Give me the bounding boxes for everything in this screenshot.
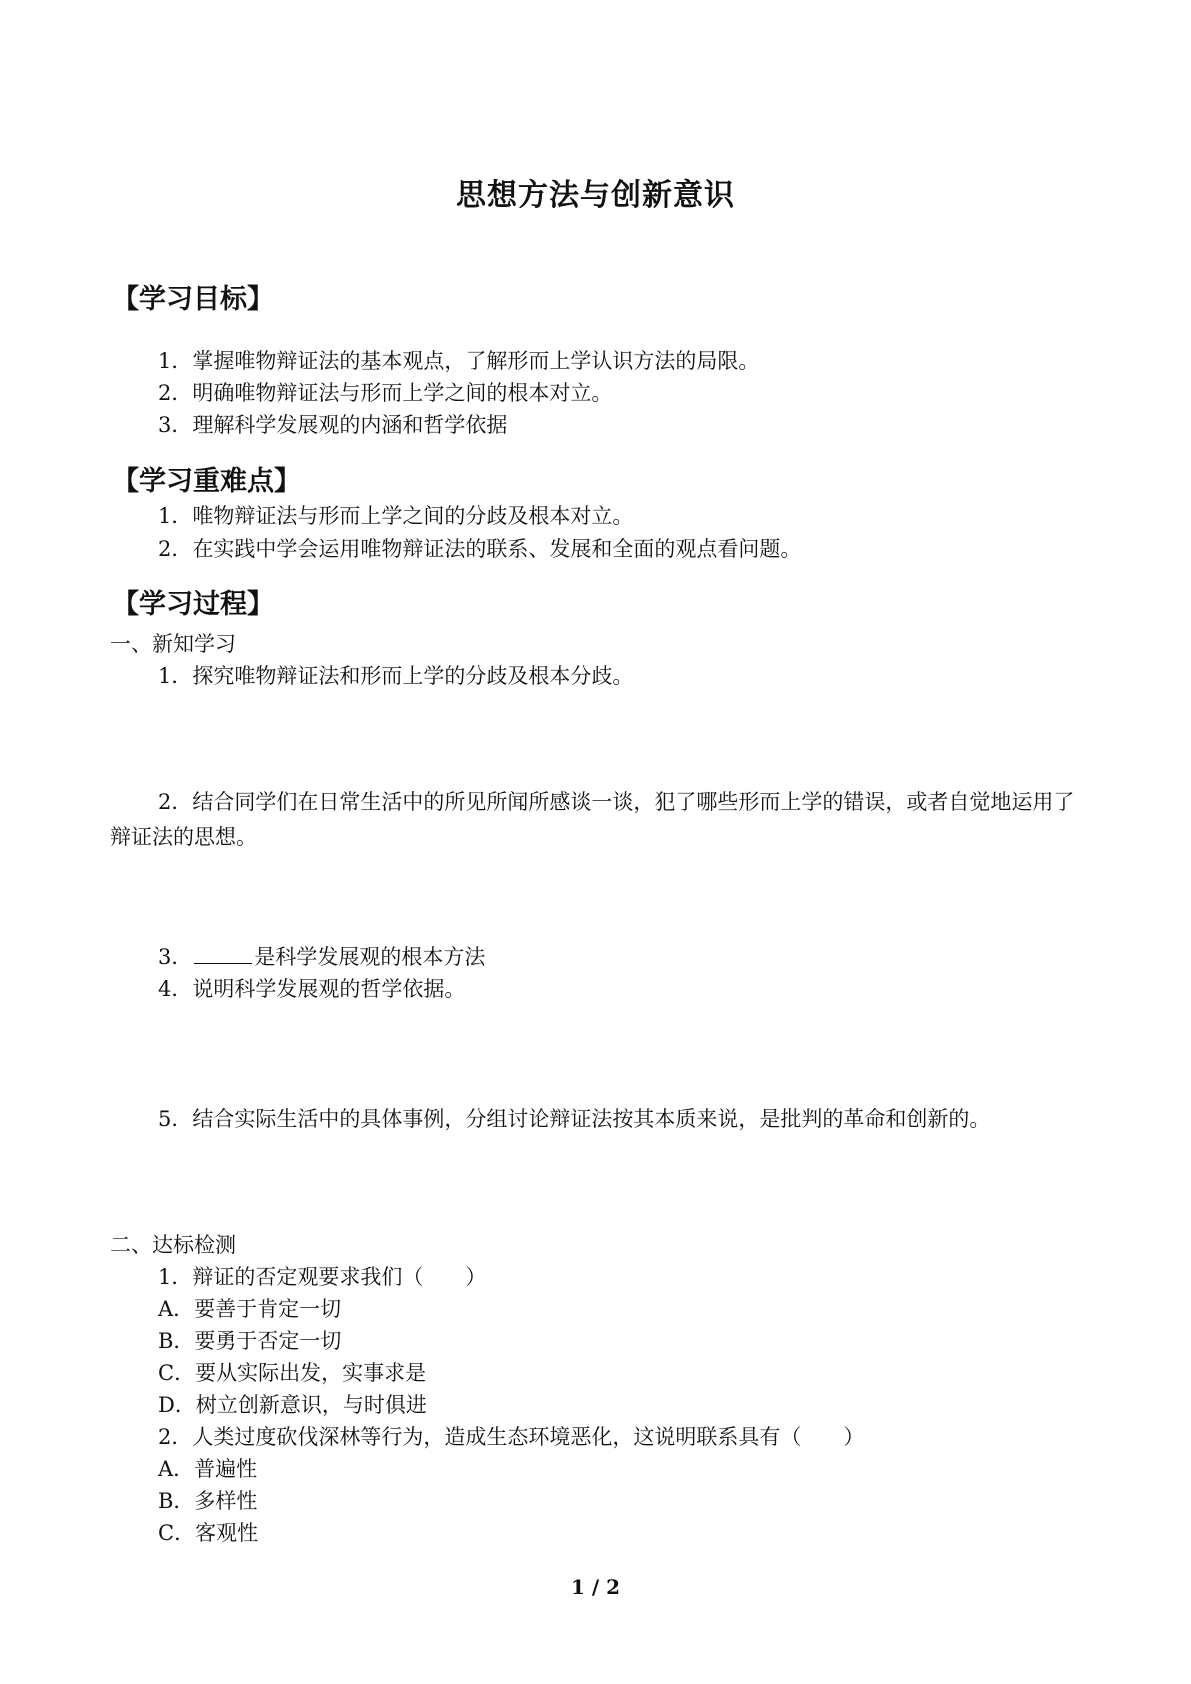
test-question: 2．人类过度砍伐深林等行为，造成生态环境恶化，这说明联系具有（ ） (158, 1425, 865, 1449)
option-item: B．要勇于否定一切 (158, 1329, 342, 1353)
key-points-heading: 【学习重难点】 (112, 466, 301, 497)
process-heading: 【学习过程】 (112, 589, 274, 620)
part1-label: 一、新知学习 (110, 632, 236, 656)
objective-item: 1．掌握唯物辩证法的基本观点，了解形而上学认识方法的局限。 (158, 349, 760, 373)
question-number: 3． (158, 945, 193, 969)
option-item: C．客观性 (158, 1521, 259, 1545)
test-question: 1．辩证的否定观要求我们（ ） (158, 1265, 487, 1289)
key-point-item: 2．在实践中学会运用唯物辩证法的联系、发展和全面的观点看问题。 (158, 537, 802, 561)
question-text: 是科学发展观的根本方法 (254, 945, 486, 969)
objectives-heading: 【学习目标】 (112, 284, 274, 315)
key-point-item: 1．唯物辩证法与形而上学之间的分歧及根本对立。 (158, 504, 634, 528)
option-item: D．树立创新意识，与时俱进 (158, 1393, 427, 1417)
option-item: A．要善于肯定一切 (158, 1297, 342, 1321)
question-item: 1．探究唯物辩证法和形而上学的分歧及根本分歧。 (158, 664, 634, 688)
page-number: 1 / 2 (570, 1575, 621, 1599)
question-item: 2．结合同学们在日常生活中的所见所闻所感谈一谈，犯了哪些形而上学的错误，或者自觉地运用了辩证法的思想。 (110, 790, 1075, 849)
objective-item: 3．理解科学发展观的内涵和哲学依据 (158, 413, 508, 437)
option-item: A．普遍性 (158, 1457, 258, 1481)
part2-label: 二、达标检测 (110, 1233, 236, 1257)
option-item: B．多样性 (158, 1489, 258, 1513)
question-item: 5．结合实际生活中的具体事例，分组讨论辩证法按其本质来说，是批判的革命和创新的。 (158, 1107, 991, 1131)
option-item: C．要从实际出发，实事求是 (158, 1361, 427, 1385)
document-title: 思想方法与创新意识 (456, 178, 735, 213)
fill-in-question (158, 943, 485, 971)
answer-blank[interactable] (194, 943, 252, 964)
objective-item: 2．明确唯物辩证法与形而上学之间的根本对立。 (158, 381, 613, 405)
question-item: 4．说明科学发展观的哲学依据。 (158, 977, 466, 1001)
